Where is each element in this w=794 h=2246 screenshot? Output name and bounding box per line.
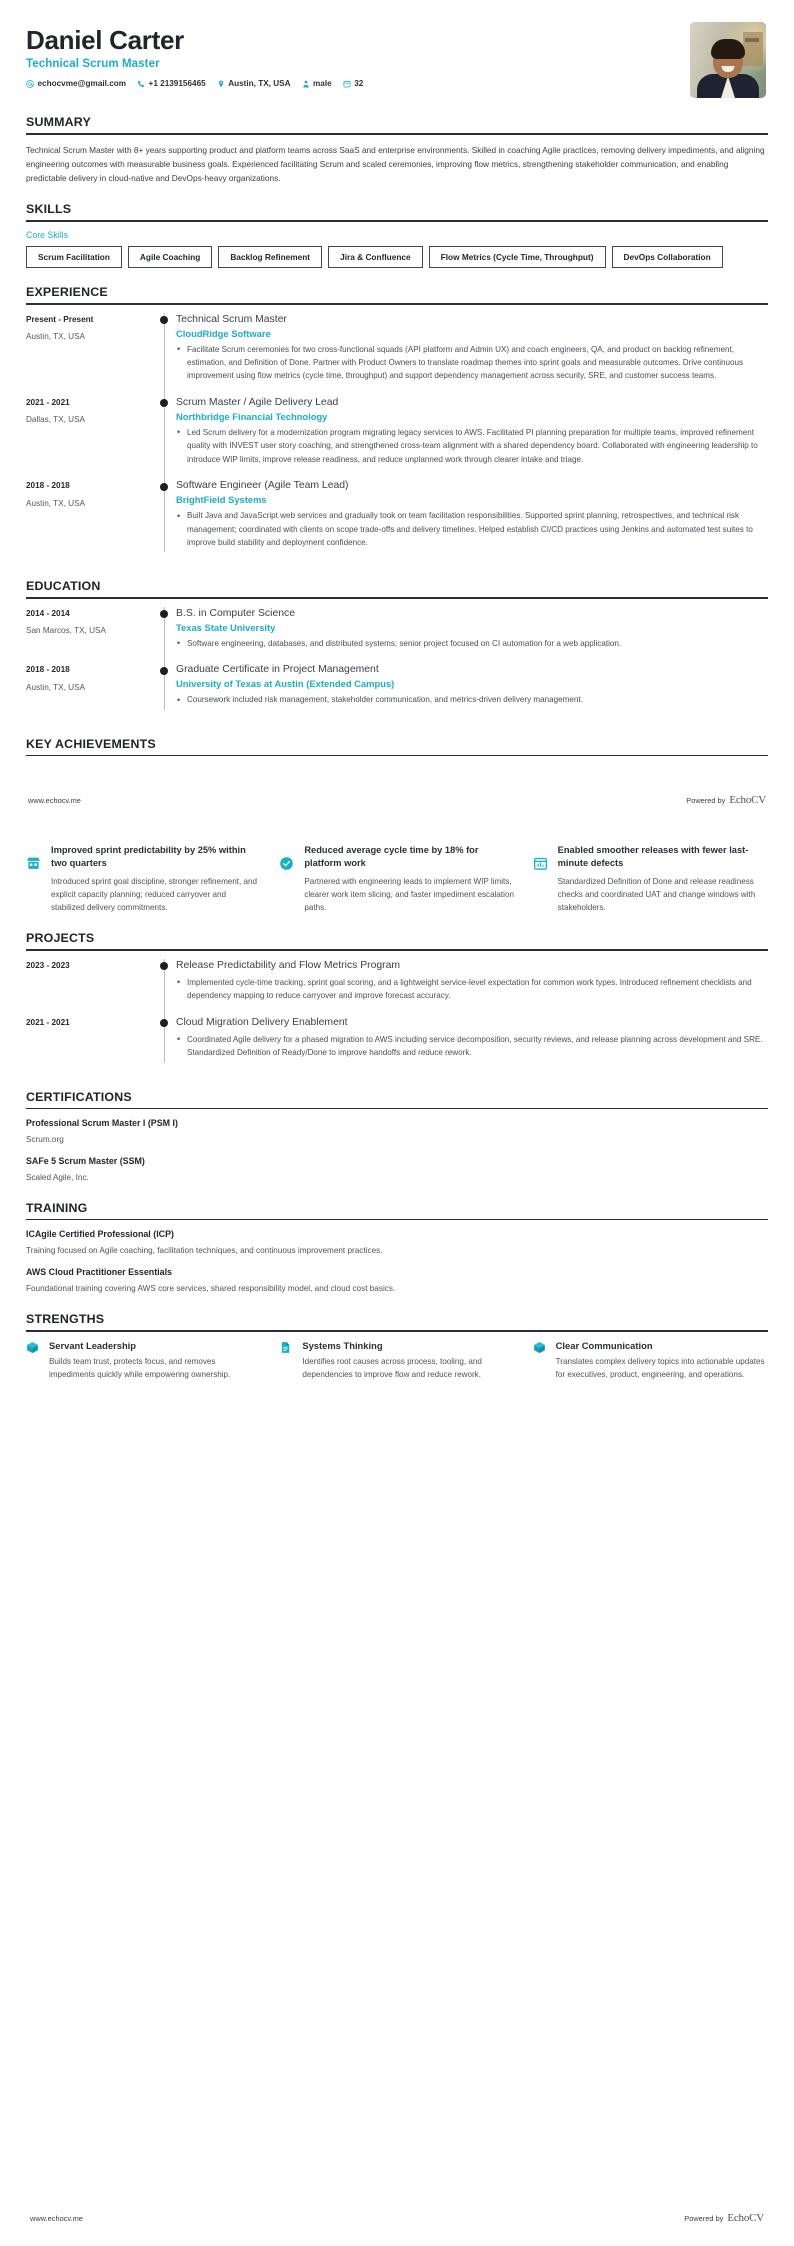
summary-text: Technical Scrum Master with 8+ years supporting product and platform teams across SaaS and enterprise environments. Skilled in coaching Agile practices, removing delivery impediments, and aligning engineering outcomes with measurable business goals. Experienced facilitating Scrum and scaled ceremonies, improving flow metrics, strengthening stakeholder communication, and enabling predictable delivery in cloud-native and DevOps-heavy organizations. [26,144,765,184]
skill-chip: DevOps Collaboration [612,246,723,268]
education-entry [26,663,768,719]
key-achievement-cards [26,844,768,914]
entry-bullets [176,976,768,1003]
entry-location: Austin, TX, USA [26,332,86,342]
strength-text-block [49,1340,261,1381]
education-entry [26,607,768,663]
timeline-dot [160,316,168,324]
entry-meta [26,479,156,562]
achievement-text-block [558,844,768,914]
calendar-icon [343,80,351,88]
strength-card [533,1340,768,1381]
entry-institution: University of Texas at Austin (Extended Campus) [176,678,395,690]
project-name: Release Predictability and Flow Metrics Program [176,959,401,971]
section-title-key-achievements: KEY ACHIEVEMENTS [26,736,156,751]
experience-entry [26,479,768,562]
training-item [26,1228,768,1257]
section-divider [26,1108,768,1110]
contact-location [217,79,291,88]
strength-heading: Clear Communication [555,1339,653,1351]
footer-brand-group [684,2212,764,2224]
timeline-line [164,396,165,485]
email-icon [26,80,34,88]
strength-text-block [556,1340,768,1381]
strength-heading: Servant Leadership [49,1339,137,1351]
section-training [26,1201,768,1295]
strength-card [26,1340,261,1381]
timeline-axis [156,1016,174,1073]
skill-chip-list [26,246,768,268]
section-divider [26,1219,768,1221]
section-experience [26,285,768,562]
page-break-spacer [26,806,768,840]
training-list [26,1228,768,1295]
timeline-axis [156,959,174,1016]
entry-body [174,313,768,396]
experience-list [26,313,768,563]
entry-location: Austin, TX, USA [26,682,86,692]
entry-body [174,479,768,562]
strength-description: Builds team trust, protects focus, and removes impediments quickly while empowering ownership. [49,1356,231,1379]
skill-chip: Scrum Facilitation [26,246,122,268]
timeline-dot [160,1019,168,1027]
section-title-summary: SUMMARY [26,115,91,129]
contact-age [343,79,364,88]
section-title-education: EDUCATION [26,579,101,594]
section-divider [26,949,768,951]
footer-powered-label: Powered by [686,796,726,806]
section-certifications [26,1090,768,1184]
entry-role: Software Engineer (Agile Team Lead) [176,480,349,492]
entry-degree: B.S. in Computer Science [176,607,295,619]
timeline-dot [160,399,168,407]
achievement-description: Partnered with engineering leads to implement WIP limits, clearer work item slicing, and faster impediment escalation paths. [304,877,514,913]
timeline-dot [160,962,168,970]
entry-bullet: • Implemented cycle-time tracking, sprint goal scoring, and a lightweight service-level expectation for common work types. Introduced refinement checklists and dependency mapping to reduce carryover and improve forecast accuracy. [176,976,768,1003]
strength-cards [26,1340,768,1381]
entry-date: 2014 - 2014 [26,608,70,618]
job-title: Technical Scrum Master [26,58,160,71]
entry-location: Dallas, TX, USA [26,415,85,425]
footer-brand-group [686,794,766,806]
certification-issuer: Scrum.org [26,1134,64,1144]
certification-name: SAFe 5 Scrum Master (SSM) [26,1156,145,1167]
entry-meta [26,313,156,396]
section-title-projects: PROJECTS [26,931,95,946]
timeline-axis [156,313,174,396]
strength-description: Identifies root causes across process, tooling, and dependencies to improve flow and reduce rework. [302,1356,482,1379]
training-name: ICAgile Certified Professional (ICP) [26,1229,174,1240]
strength-heading: Systems Thinking [302,1339,383,1351]
entry-bullet: • Facilitate Scrum ceremonies for two cross-functional squads (API platform and Admin UX) and coach engineers, QA, and product on backlog refinement, estimation, and Definition of Done. Partner with Product Owners to translate roadmap themes into sprint goals and measurable outcomes. Drive continuous improvement using flow metrics (cycle time, throughput) and support dependency management across security, SRE, and customer success teams. [176,343,768,383]
section-projects [26,931,768,1072]
training-description: Training focused on Agile coaching, facilitation techniques, and continuous improvement practices. [26,1245,383,1255]
entry-body [174,959,768,1016]
strength-text-block [302,1340,514,1381]
entry-bullets [176,637,768,650]
entry-institution: Texas State University [176,621,276,633]
contact-email-value: echocvme@gmail.com [37,79,127,89]
entry-bullet: • Software engineering, databases, and distributed systems; senior project focused on CI automation for a web application. [176,637,768,650]
contact-age-value: 32 [354,79,364,89]
contact-gender [302,79,332,88]
section-title-experience: EXPERIENCE [26,284,108,299]
page-gap [26,756,768,794]
document-icon [279,1340,293,1359]
section-title-skills: SKILLS [26,202,72,217]
section-title-training: TRAINING [26,1200,88,1215]
entry-location: San Marcos, TX, USA [26,626,106,636]
certification-name: Professional Scrum Master I (PSM I) [26,1118,178,1129]
section-divider [26,220,768,222]
strength-description: Translates complex delivery topics into actionable updates for executives, product, engineering, and operations. [555,1356,765,1379]
achievement-card [533,844,768,914]
contact-list [26,79,363,88]
page-footer-2 [0,2212,794,2224]
entry-bullets [176,693,768,706]
entry-bullet: • Coursework included risk management, stakeholder communication, and metrics-driven delivery management. [176,693,768,706]
footer-website[interactable]: www.echocv.me [28,796,81,806]
experience-entry [26,313,768,396]
entry-degree: Graduate Certificate in Project Management [176,664,379,676]
skills-category-label: Core Skills [26,229,69,240]
section-key-achievements-heading [26,737,768,757]
entry-bullet: • Led Scrum delivery for a modernization program migrating legacy services to AWS. Facilitated PI planning preparation for multiple teams, improved refinement quality with INVEST user story coaching, and strengthened cross-team alignment with a shared dependency board. Collaborated with engineering leadership to introduce WIP limits, improve release readiness, and reduce unplanned work through clearer intake and triage. [176,426,768,466]
contact-location-value: Austin, TX, USA [228,79,291,89]
entry-meta [26,663,156,719]
education-list [26,607,768,720]
timeline-dot [160,483,168,491]
store-icon [26,844,42,876]
certification-item [26,1117,768,1146]
section-divider [26,1330,768,1332]
certification-item [26,1155,768,1184]
timeline-axis [156,607,174,663]
entry-location: Austin, TX, USA [26,498,86,508]
resume-header [26,0,768,98]
entry-bullet: • Coordinated Agile delivery for a phased migration to AWS including service decomposition, security reviews, and release planning across development and SRE. Standardized Definition of Ready/Done to improve handoffs and reduce rework. [176,1033,768,1060]
section-divider [26,303,768,305]
entry-role: Technical Scrum Master [176,313,287,325]
header-text-block [26,22,363,88]
entry-date: 2023 - 2023 [26,960,70,970]
contact-phone-value: +1 2139156465 [148,79,206,89]
footer-brand: EchoCV [729,794,766,807]
page-title: Daniel Carter [26,25,184,55]
entry-date: 2021 - 2021 [26,397,70,407]
training-description: Foundational training covering AWS core services, shared responsibility model, and cloud cost basics. [26,1283,396,1293]
skill-chip: Flow Metrics (Cycle Time, Throughput) [429,246,606,268]
entry-date: 2018 - 2018 [26,665,70,675]
project-entry [26,1016,768,1073]
achievement-text-block [51,844,261,914]
achievement-heading: Improved sprint predictability by 25% within two quarters [51,845,246,869]
footer-website[interactable]: www.echocv.me [30,2214,83,2223]
training-item [26,1266,768,1295]
cube-icon [533,1340,547,1359]
location-pin-icon [217,80,225,88]
achievement-description: Introduced sprint goal discipline, stronger refinement, and explicit capacity planning; reduced carryover and stabilized delivery commitments. [51,877,258,913]
achievement-heading: Reduced average cycle time by 18% for platform work [304,845,479,869]
certification-list [26,1117,768,1184]
section-strengths [26,1312,768,1381]
entry-role: Scrum Master / Agile Delivery Lead [176,396,339,408]
entry-bullets [176,1033,768,1060]
avatar-hair [711,39,745,59]
cube-icon [26,1340,40,1359]
projects-list [26,959,768,1073]
section-education [26,579,768,719]
entry-meta [26,396,156,479]
project-name: Cloud Migration Delivery Enablement [176,1016,348,1028]
section-skills [26,202,768,268]
entry-body [174,607,768,663]
section-title-certifications: CERTIFICATIONS [26,1089,132,1104]
entry-body [174,396,768,479]
achievement-description: Standardized Definition of Done and release readiness checks and coordinated UAT and change windows with stakeholders. [557,877,756,913]
entry-meta [26,1016,156,1073]
entry-date: 2021 - 2021 [26,1017,70,1027]
footer-brand: EchoCV [727,2212,764,2224]
entry-body [174,663,768,719]
section-summary [26,115,768,185]
skill-chip: Agile Coaching [128,246,212,268]
achievement-text-block [304,844,514,914]
entry-body [174,1016,768,1073]
project-entry [26,959,768,1016]
contact-email[interactable] [26,79,126,88]
entry-organization: Northbridge Financial Technology [176,410,328,422]
entry-meta [26,959,156,1016]
training-name: AWS Cloud Practitioner Essentials [26,1267,172,1278]
avatar-shelf-decor [743,32,763,66]
page-footer-1 [26,794,768,806]
contact-gender-value: male [313,79,332,89]
person-icon [302,80,310,88]
calendar-chart-icon [533,844,549,876]
achievement-card [279,844,514,914]
timeline-dot [160,610,168,618]
footer-row [28,2212,766,2224]
footer-powered-label: Powered by [684,2214,724,2223]
achievement-card [26,844,261,914]
check-circle-icon [279,844,295,876]
entry-date: 2018 - 2018 [26,481,70,491]
entry-date: Present - Present [26,314,94,324]
certification-issuer: Scaled Agile, Inc. [26,1172,89,1182]
entry-meta [26,607,156,663]
avatar [690,22,766,98]
timeline-axis [156,479,174,562]
skill-chip: Backlog Refinement [218,246,322,268]
entry-organization: CloudRidge Software [176,327,271,339]
timeline-dot [160,667,168,675]
timeline-line [164,313,165,402]
skill-chip: Jira & Confluence [328,246,423,268]
section-divider [26,597,768,599]
timeline-axis [156,663,174,719]
entry-bullet: • Built Java and JavaScript web services and gradually took on team facilitation responsibilities. Supported sprint planning, retrospectives, and technical risk management; coordinated with clients on scope trade-offs and delivery timelines. Helped establish CI/CD practices using Jenkins and automated test suites to improve build stability and deployment confidence. [176,509,768,549]
timeline-axis [156,396,174,479]
entry-bullets [176,343,768,383]
entry-bullets [176,426,768,466]
strength-card [279,1340,514,1381]
section-title-strengths: STRENGTHS [26,1311,105,1326]
phone-icon [137,80,145,88]
achievement-heading: Enabled smoother releases with fewer last-minute defects [557,845,749,869]
entry-organization: BrightField Systems [176,494,267,506]
contact-phone[interactable] [137,79,206,88]
entry-bullets [176,509,768,549]
section-divider [26,133,768,135]
experience-entry [26,396,768,479]
